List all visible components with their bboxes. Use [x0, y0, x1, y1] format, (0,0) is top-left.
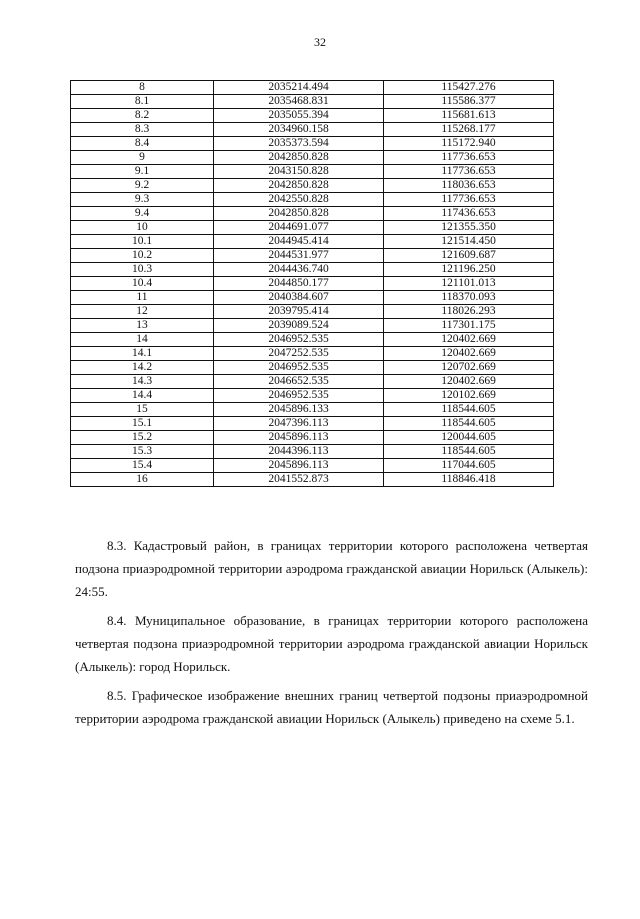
table-row [71, 305, 554, 319]
point-number-cell: 8.2 [71, 109, 214, 123]
point-number-cell: 15.1 [71, 417, 214, 431]
x-coordinate-cell: 2035373.594 [214, 137, 384, 151]
x-coordinate-cell: 2045896.133 [214, 403, 384, 417]
y-coordinate-cell: 117736.653 [384, 165, 554, 179]
coordinates-table [70, 80, 554, 487]
point-number-cell: 13 [71, 319, 214, 333]
y-coordinate-cell: 117736.653 [384, 151, 554, 165]
y-coordinate-cell: 120044.605 [384, 431, 554, 445]
table-row [71, 277, 554, 291]
x-coordinate-cell: 2039089.524 [214, 319, 384, 333]
x-coordinate-cell: 2041552.873 [214, 473, 384, 487]
x-coordinate-cell: 2039795.414 [214, 305, 384, 319]
y-coordinate-cell: 115586.377 [384, 95, 554, 109]
table-row [71, 123, 554, 137]
y-coordinate-cell: 120102.669 [384, 389, 554, 403]
point-number-cell: 15 [71, 403, 214, 417]
x-coordinate-cell: 2034960.158 [214, 123, 384, 137]
paragraph-8-3: 8.3. Кадастровый район, в границах территории которого расположена четвертая подзона приаэродромной территории аэродрома гражданской авиации Норильск (Алыкель): 24:55. [75, 538, 588, 599]
x-coordinate-cell: 2042550.828 [214, 193, 384, 207]
point-number-cell: 9.1 [71, 165, 214, 179]
point-number-cell: 14.1 [71, 347, 214, 361]
point-number-cell: 10.1 [71, 235, 214, 249]
y-coordinate-cell: 121609.687 [384, 249, 554, 263]
point-number-cell: 11 [71, 291, 214, 305]
y-coordinate-cell: 117436.653 [384, 207, 554, 221]
table-row [71, 389, 554, 403]
y-coordinate-cell: 121355.350 [384, 221, 554, 235]
table-row [71, 333, 554, 347]
x-coordinate-cell: 2035055.394 [214, 109, 384, 123]
table-row [71, 375, 554, 389]
y-coordinate-cell: 117044.605 [384, 459, 554, 473]
x-coordinate-cell: 2042850.828 [214, 179, 384, 193]
y-coordinate-cell: 121101.013 [384, 277, 554, 291]
table-row [71, 361, 554, 375]
x-coordinate-cell: 2044436.740 [214, 263, 384, 277]
x-coordinate-cell: 2045896.113 [214, 459, 384, 473]
y-coordinate-cell: 118846.418 [384, 473, 554, 487]
table-row [71, 319, 554, 333]
table-row [71, 221, 554, 235]
point-number-cell: 9.4 [71, 207, 214, 221]
y-coordinate-cell: 118370.093 [384, 291, 554, 305]
point-number-cell: 9.3 [71, 193, 214, 207]
x-coordinate-cell: 2046952.535 [214, 333, 384, 347]
point-number-cell: 14 [71, 333, 214, 347]
x-coordinate-cell: 2044850.177 [214, 277, 384, 291]
point-number-cell: 9 [71, 151, 214, 165]
point-number-cell: 8.4 [71, 137, 214, 151]
y-coordinate-cell: 118026.293 [384, 305, 554, 319]
y-coordinate-cell: 115268.177 [384, 123, 554, 137]
table-row [71, 445, 554, 459]
point-number-cell: 14.3 [71, 375, 214, 389]
point-number-cell: 9.2 [71, 179, 214, 193]
table-row [71, 95, 554, 109]
y-coordinate-cell: 120402.669 [384, 347, 554, 361]
point-number-cell: 15.2 [71, 431, 214, 445]
table-row [71, 193, 554, 207]
point-number-cell: 10.4 [71, 277, 214, 291]
table-row [71, 81, 554, 95]
x-coordinate-cell: 2044691.077 [214, 221, 384, 235]
x-coordinate-cell: 2042850.828 [214, 207, 384, 221]
table-row [71, 459, 554, 473]
point-number-cell: 10.2 [71, 249, 214, 263]
y-coordinate-cell: 120702.669 [384, 361, 554, 375]
y-coordinate-cell: 118544.605 [384, 403, 554, 417]
table-row [71, 151, 554, 165]
table-row [71, 207, 554, 221]
table-row [71, 249, 554, 263]
table-row [71, 291, 554, 305]
table-row [71, 417, 554, 431]
y-coordinate-cell: 118544.605 [384, 417, 554, 431]
table-row [71, 235, 554, 249]
x-coordinate-cell: 2046952.535 [214, 389, 384, 403]
y-coordinate-cell: 117301.175 [384, 319, 554, 333]
point-number-cell: 12 [71, 305, 214, 319]
x-coordinate-cell: 2042850.828 [214, 151, 384, 165]
paragraph-8-4: 8.4. Муниципальное образование, в границах территории которого расположена четвертая подзона приаэродромной территории аэродрома гражданской авиации Норильск (Алыкель): город Норильск. [75, 613, 588, 674]
table-row [71, 431, 554, 445]
coordinates-table-body [71, 81, 554, 487]
x-coordinate-cell: 2044945.414 [214, 235, 384, 249]
x-coordinate-cell: 2035214.494 [214, 81, 384, 95]
point-number-cell: 14.2 [71, 361, 214, 375]
x-coordinate-cell: 2045896.113 [214, 431, 384, 445]
y-coordinate-cell: 115681.613 [384, 109, 554, 123]
table-row [71, 109, 554, 123]
y-coordinate-cell: 118544.605 [384, 445, 554, 459]
point-number-cell: 15.3 [71, 445, 214, 459]
point-number-cell: 14.4 [71, 389, 214, 403]
y-coordinate-cell: 120402.669 [384, 333, 554, 347]
table-row [71, 137, 554, 151]
point-number-cell: 8.3 [71, 123, 214, 137]
point-number-cell: 16 [71, 473, 214, 487]
x-coordinate-cell: 2047396.113 [214, 417, 384, 431]
x-coordinate-cell: 2043150.828 [214, 165, 384, 179]
y-coordinate-cell: 121196.250 [384, 263, 554, 277]
point-number-cell: 8.1 [71, 95, 214, 109]
y-coordinate-cell: 117736.653 [384, 193, 554, 207]
page-number: 32 [314, 35, 326, 49]
x-coordinate-cell: 2046652.535 [214, 375, 384, 389]
table-row [71, 263, 554, 277]
x-coordinate-cell: 2046952.535 [214, 361, 384, 375]
point-number-cell: 15.4 [71, 459, 214, 473]
x-coordinate-cell: 2044531.977 [214, 249, 384, 263]
x-coordinate-cell: 2035468.831 [214, 95, 384, 109]
paragraph-8-5: 8.5. Графическое изображение внешних границ четвертой подзоны приаэродромной территории аэродрома гражданской авиации Норильск (Алыкель) приведено на схеме 5.1. [75, 688, 588, 726]
y-coordinate-cell: 121514.450 [384, 235, 554, 249]
point-number-cell: 10.3 [71, 263, 214, 277]
y-coordinate-cell: 115427.276 [384, 81, 554, 95]
point-number-cell: 10 [71, 221, 214, 235]
point-number-cell: 8 [71, 81, 214, 95]
table-row [71, 473, 554, 487]
table-row [71, 347, 554, 361]
x-coordinate-cell: 2040384.607 [214, 291, 384, 305]
x-coordinate-cell: 2044396.113 [214, 445, 384, 459]
table-row [71, 179, 554, 193]
table-row [71, 403, 554, 417]
y-coordinate-cell: 115172.940 [384, 137, 554, 151]
x-coordinate-cell: 2047252.535 [214, 347, 384, 361]
table-row [71, 165, 554, 179]
y-coordinate-cell: 120402.669 [384, 375, 554, 389]
y-coordinate-cell: 118036.653 [384, 179, 554, 193]
